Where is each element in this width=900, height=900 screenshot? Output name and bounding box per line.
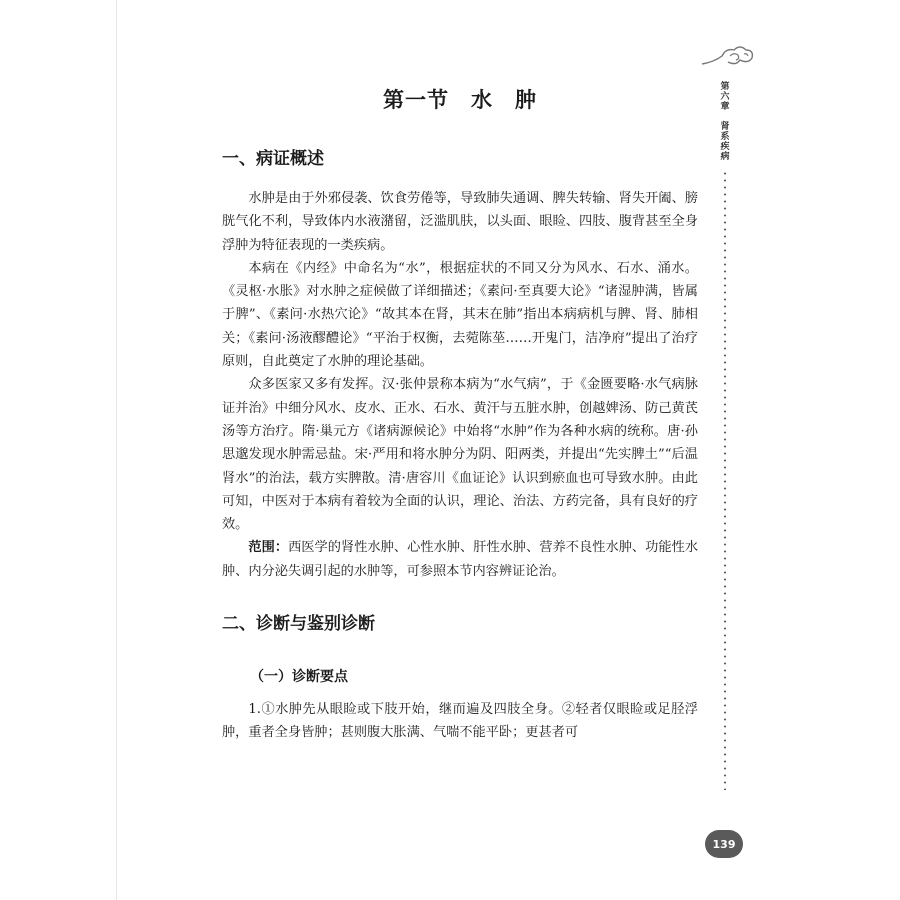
page-binding-edge	[116, 0, 117, 900]
side-title-char: 肾	[720, 122, 730, 132]
paragraph: 众多医家又多有发挥。汉·张仲景称本病为“水气病”，于《金匮要略·水气病脉证并治》中细分风水、皮水、正水、石水、黄汗与五脏水肿，创越婢汤、防己黄芪汤等方治疗。隋·巢元方《诸病源候论》中始将“水肿”作为各种水病的统称。唐·孙思邈发现水肿需忌盐。宋·严用和将水肿分为阴、阳两类，并提出“先实脾土”“后温肾水”的治法，载方实脾散。清·唐容川《血证论》认识到瘀血也可导致水肿。由此可知，中医对于本病有着较为全面的认识，理论、治法、方药完备，具有良好的疗效。	[222, 377, 698, 533]
side-chapter-char: 六	[720, 92, 730, 102]
heading-overview: 一、病证概述	[222, 149, 324, 169]
side-chapter-char: 第	[720, 82, 730, 92]
side-chapter-char: 章	[720, 102, 730, 112]
heading-diagnosis: 二、诊断与鉴别诊断	[222, 614, 375, 635]
section-title: 第一节 水 肿	[383, 88, 537, 112]
paragraph-scope	[222, 536, 698, 583]
scope-label: 范围：	[248, 540, 289, 556]
scope-text: 西医学的肾性水肿、心性水肿、肝性水肿、营养不良性水肿、功能性水肿、内分泌失调引起的水肿等，可参照本节内容辨证论治。	[222, 540, 699, 579]
dotted-divider	[724, 170, 726, 790]
side-title-char: 系	[720, 132, 730, 142]
side-title-char: 病	[720, 152, 730, 162]
paragraph: 本病在《内经》中命名为“水”，根据症状的不同又分为风水、石水、涌水。《灵枢·水胀》对水肿之症候做了详细描述；《素问·至真要大论》“诸湿肿满，皆属于脾”、《素问·水热穴论》“故其本在肾，其末在肺”指出本病病机与脾、肾、肺相关；《素问·汤液醪醴论》“平治于权衡，去菀陈莝……开鬼门，洁净府”提出了治疗原则，自此奠定了水肿的理论基础。	[222, 260, 698, 370]
side-running-header	[707, 82, 743, 790]
paragraph: 水肿是由于外邪侵袭、饮食劳倦等，导致肺失通调、脾失转输、肾失开阖、膀胱气化不利，导致体内水液潴留，泛滥肌肤，以头面、眼睑、四肢、腹背甚至全身浮肿为特征表现的一类疾病。	[222, 191, 698, 253]
paragraph: 1.①水肿先从眼睑或下肢开始，继而遍及四肢全身。②轻者仅眼睑或足胫浮肿，重者全身皆肿；甚则腹大胀满、气喘不能平卧；更甚者可	[222, 702, 698, 741]
subheading-diagnosis-points: （一）诊断要点	[250, 669, 348, 686]
page-number: 139	[705, 830, 743, 858]
side-title-char: 疾	[720, 142, 730, 152]
page-content	[222, 84, 698, 745]
cloud-ornament-icon	[700, 42, 758, 70]
